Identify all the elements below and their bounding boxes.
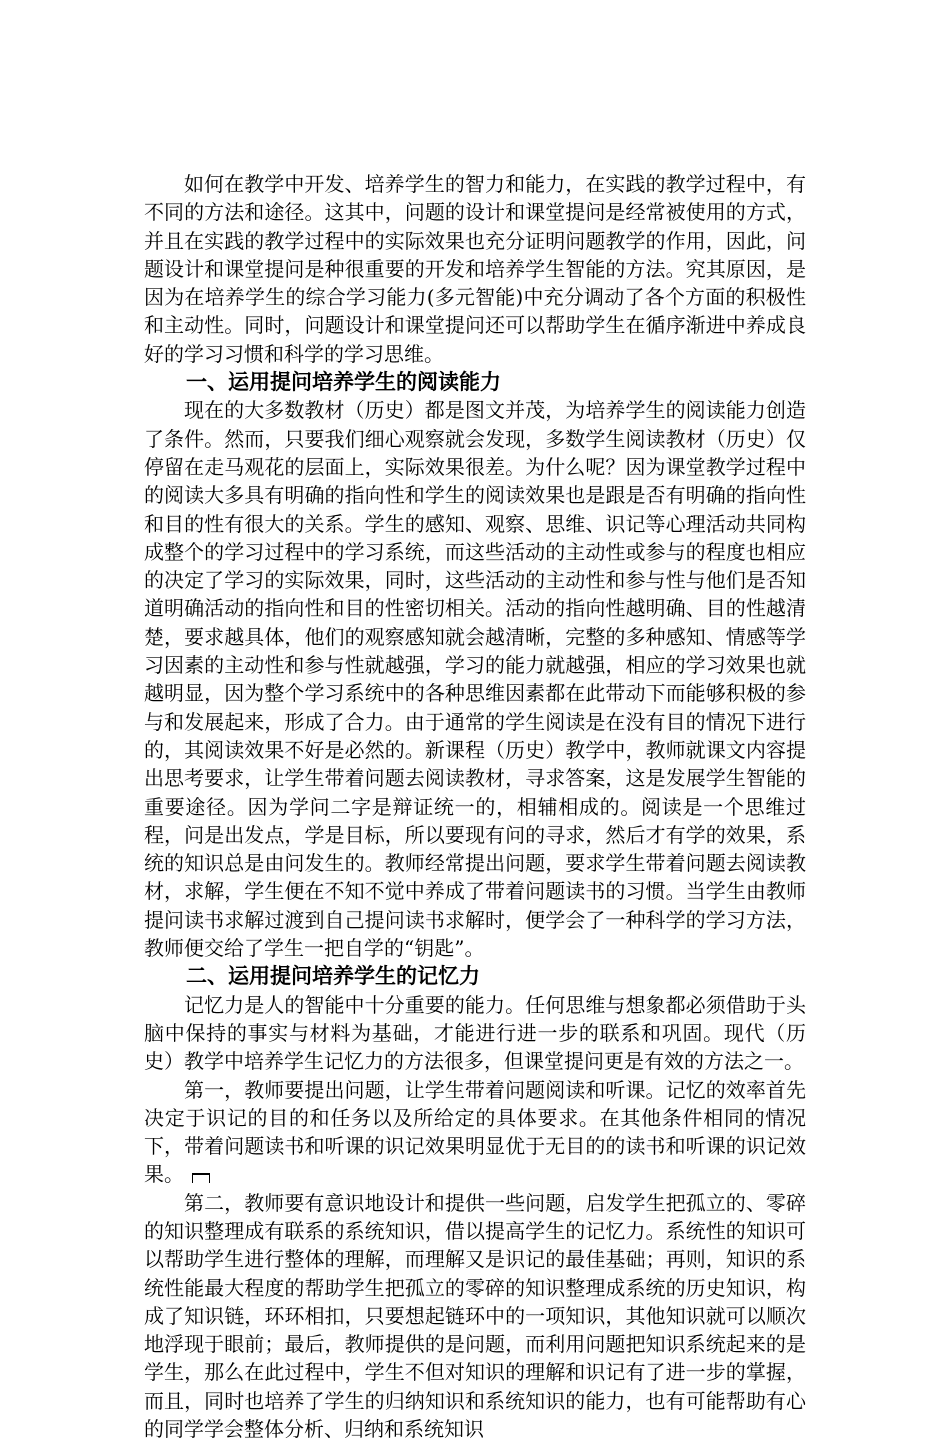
section2-heading: 二、运用提问培养学生的记忆力 (186, 964, 480, 989)
section2-paragraph-2 (144, 1076, 806, 1189)
intro-paragraph: 如何在教学中开发、培养学生的智力和能力，在实践的教学过程中，有不同的方法和途径。这其中，问题的设计和课堂提问是经常被使用的方式，并且在实践的教学过程中的实际效果也充分证明问题教学的作用，因此，问题设计和课堂提问是种很重要的开发和培养学生智能的方法。究其原因，是因为在培养学生的综合学习能力(多元智能)中充分调动了各个方面的积极性和主动性。同时，问题设计和课堂提问还可以帮助学生在循序渐进中养成良好的学习习惯和科学的学习思维。 (144, 172, 806, 366)
document-page (144, 170, 806, 1443)
section1-heading: 一、运用提问培养学生的阅读能力 (186, 370, 501, 395)
section-break-mark-icon (192, 1173, 210, 1183)
section2-paragraph-1: 记忆力是人的智能中十分重要的能力。任何思维与想象都必须借助于头脑中保持的事实与材料为基础，才能进行进一步的联系和巩固。现代（历史）教学中培养学生记忆力的方法很多，但课堂提问更是有效的方法之一。 (144, 992, 806, 1074)
section2-paragraph-3: 第二，教师要有意识地设计和提供一些问题，启发学生把孤立的、零碎的知识整理成有联系的系统知识，借以提高学生的记忆力。系统性的知识可以帮助学生进行整体的理解，而理解又是识记的最佳基础；再则，知识的系统性能最大程度的帮助学生把孤立的零碎的知识整理成系统的历史知识，构成了知识链，环环相扣，只要想起链环中的一项知识，其他知识就可以顺次地浮现于眼前；最后，教师提供的是问题，而利用问题把知识系统起来的是学生，那么在此过程中，学生不但对知识的理解和识记有了进一步的掌握，而且，同时也培养了学生的归纳知识和系统知识的能力，也有可能帮助有心的同学学会整体分析、归纳和系统知识 (144, 1190, 806, 1442)
section2-paragraph-2-text: 第一，教师要提出问题，让学生带着问题阅读和听课。记忆的效率首先决定于识记的目的和任务以及所给定的具体要求。在其他条件相同的情况下，带着问题读书和听课的识记效果明显优于无目的的读书和听课的识记效果。 (144, 1077, 806, 1187)
section1-paragraph: 现在的大多数教材（历史）都是图文并茂，为培养学生的阅读能力创造了条件。然而，只要我们细心观察就会发现，多数学生阅读教材（历史）仅停留在走马观花的层面上，实际效果很差。为什么呢？因为课堂教学过程中的阅读大多具有明确的指向性和学生的阅读效果也是跟是否有明确的指向性和目的性有很大的关系。学生的感知、观察、思维、识记等心理活动共同构成整个的学习过程中的学习系统，而这些活动的主动性或参与的程度也相应的决定了学习的实际效果，同时，这些活动的主动性和参与性与他们是否知道明确活动的指向性和目的性密切相关。活动的指向性越明确、目的性越清楚，要求越具体，他们的观察感知就会越清晰，完整的多种感知、情感等学习因素的主动性和参与性就越强，学习的能力就越强，相应的学习效果也就越明显，因为整个学习系统中的各种思维因素都在此带动下而能够积极的参与和发展起来，形成了合力。由于通常的学生阅读是在没有目的情况下进行的，其阅读效果不好是必然的。新课程（历史）教学中，教师就课文内容提出思考要求，让学生带着问题去阅读教材，寻求答案，这是发展学生智能的重要途径。因为学问二字是辩证统一的，相辅相成的。阅读是一个思维过程，问是出发点，学是目标，所以要现有问的寻求，然后才有学的效果，系统的知识总是由问发生的。教师经常提出问题，要求学生带着问题去阅读教材，求解，学生便在不知不觉中养成了带着问题读书的习惯。当学生由教师提问读书求解过渡到自己提问读书求解时，便学会了一种科学的学习方法，教师便交给了学生一把自学的“钥匙”。 (144, 398, 806, 961)
